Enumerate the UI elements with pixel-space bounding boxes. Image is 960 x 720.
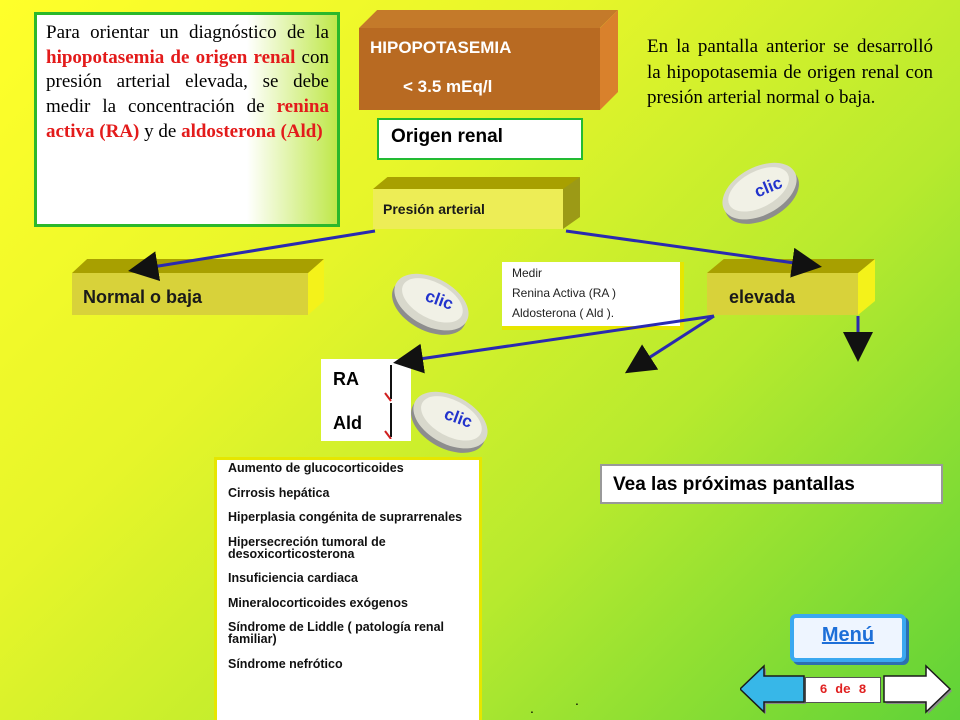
list-item: Mineralocorticoides exógenos [228, 595, 408, 610]
right-note-text: En la pantalla anterior se desarrolló la hipopotasemia de origen renal con presión arterial normal o baja. [647, 36, 933, 108]
presion-arterial-label: Presión arterial [383, 201, 485, 217]
clic-label: clic [441, 404, 475, 432]
clic-label: clic [422, 286, 456, 314]
intro-highlight: renina activa (RA) [46, 96, 329, 142]
medir-line-ra: Renina Activa (RA ) [512, 286, 617, 300]
arrow-to-normal [134, 231, 375, 270]
origen-renal-box: Origen renal [377, 118, 583, 160]
decorative-dot: . [575, 692, 579, 708]
clic-mouse-button-1[interactable] [715, 152, 805, 228]
list-item: Cirrosis hepática [228, 485, 330, 500]
intro-text: Para orientar un diagnóstico de la [46, 22, 329, 43]
prev-arrow-icon[interactable] [740, 666, 806, 714]
list-item: Insuficiencia cardiaca [228, 571, 358, 585]
hipopotasemia-title: HIPOPOTASEMIA [370, 38, 512, 57]
list-item: Aumento de glucocorticoides [228, 461, 404, 475]
ra-label: RA [333, 369, 359, 389]
elevada-label: elevada [729, 287, 796, 307]
medir-line-ald: Aldosterona ( Ald ). [512, 306, 615, 320]
clic-label: clic [751, 173, 786, 202]
arrow-middle [630, 316, 714, 370]
hipopotasemia-value: < 3.5 mEq/l [403, 77, 493, 96]
intro-highlight: hipopotasemia de origen renal [46, 46, 296, 68]
clic-mouse-button-3[interactable] [405, 381, 495, 457]
next-arrow-icon[interactable] [884, 666, 952, 714]
list-item: Síndrome de Liddle ( patología renal familiar) [228, 620, 444, 646]
list-item: Hipersecreción tumoral de desoxicorticosterona [228, 534, 386, 561]
intro-highlight: aldosterona (Ald) [181, 120, 323, 142]
ald-label: Ald [333, 413, 362, 433]
page-counter: 6 de 8 [805, 677, 881, 703]
medir-title: Medir [512, 266, 543, 280]
vea-proximas-pantallas-box: Vea las próximas pantallas [600, 464, 943, 504]
list-item: Síndrome nefrótico [228, 656, 343, 671]
arrow-to-elevada [566, 231, 816, 266]
normal-o-baja-label: Normal o baja [83, 287, 203, 307]
list-item: Hiperplasia congénita de suprarrenales [228, 510, 463, 524]
menu-button[interactable]: Menú [790, 614, 906, 662]
intro-text: y de [139, 120, 182, 142]
clic-mouse-button-2[interactable] [386, 263, 476, 339]
decorative-dot: . [530, 700, 534, 716]
intro-text: con presión arterial elevada, se debe medir la concentración de [46, 46, 329, 118]
